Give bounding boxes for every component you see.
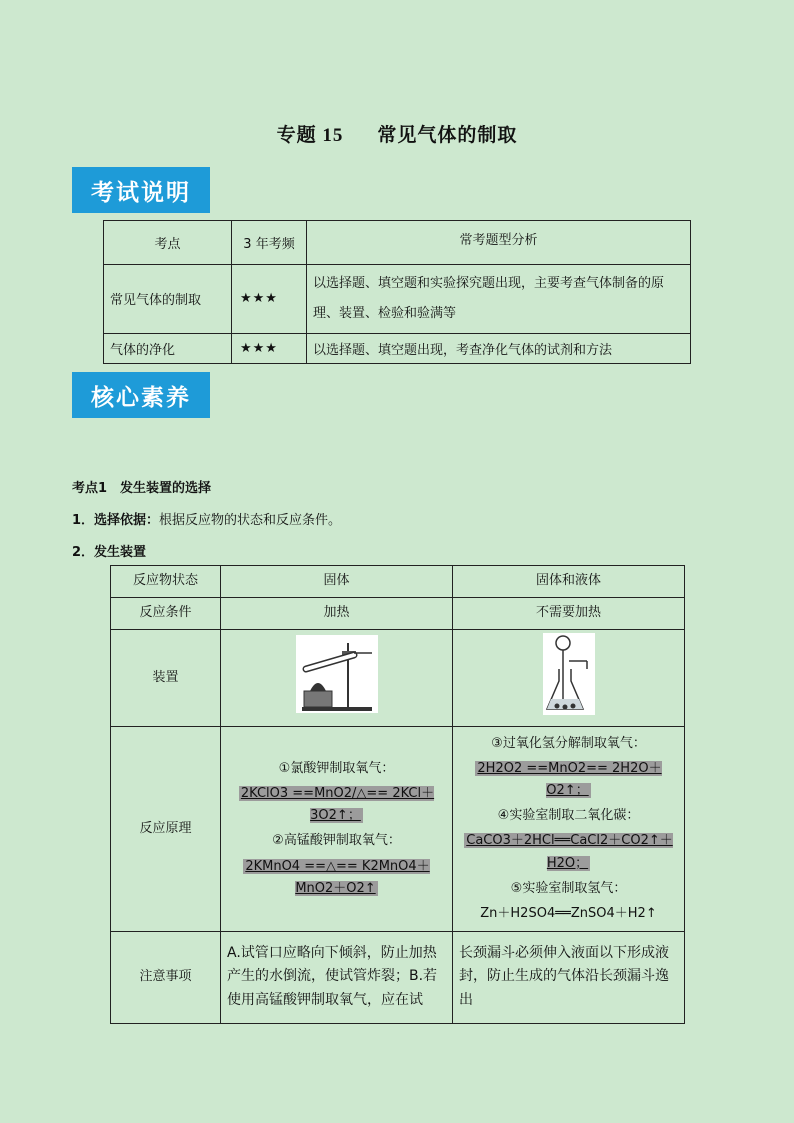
item1-text: 根据反应物的状态和反应条件。 [159,513,342,528]
analysis-cell: 以选择题、填空题和实验探究题出现，主要考查气体制备的原理、装置、检验和验满等 [307,265,691,334]
header-topic: 考点 [104,221,232,265]
table-row [104,265,691,334]
item1-label: 1．选择依据： [72,513,160,528]
notes-label: 注意事项 [111,931,221,1023]
core-literacy-badge: 核心素养 [72,372,210,418]
state-label: 反应物状态 [111,566,221,598]
header-analysis: 常考题型分析 [307,221,691,265]
reaction4-title: ④实验室制取二氧化碳： [497,808,640,824]
reaction5-equation: Zn＋H2SO4══ZnSO4＋H2↑ [480,905,657,921]
table-row [104,333,691,363]
title-prefix: 专题 15 [276,125,344,146]
principle-solid [221,727,453,932]
condition-label: 反应条件 [111,598,221,630]
reaction3-title: ③过氧化氢分解制取氧气： [491,736,646,752]
heating-apparatus-icon [296,635,378,713]
condition-solid: 加热 [221,598,453,630]
exam-description-badge: 考试说明 [72,167,210,213]
notes-solid-liquid: 长颈漏斗必须伸入液面以下形成液封，防止生成的气体沿长颈漏斗逸出 [453,931,685,1023]
device-solid [221,630,453,727]
reaction2-title: ②高锰酸钾制取氧气： [272,833,401,849]
principle-solid-liquid [453,727,685,932]
device-solid-liquid [453,630,685,727]
freq-cell: ★★★ [232,333,307,363]
apparatus-table [110,565,685,1024]
notes-solid: A.试管口应略向下倾斜，防止加热产生的水倒流，使试管炸裂；B.若使用高锰酸钾制取氧气，应在试 [221,931,453,1023]
page-title [0,120,794,147]
device-label: 装置 [111,630,221,727]
item2-label: 2．发生装置 [72,545,147,560]
freq-cell: ★★★ [232,265,307,334]
principle-label: 反应原理 [111,727,221,932]
title-main: 常见气体的制取 [377,125,518,146]
reaction3-equation: 2H2O2 ==MnO2== 2H2O＋O2↑； [477,761,662,799]
reaction5-title: ⑤实验室制取氢气： [510,880,627,896]
exam-table [103,220,691,364]
state-solid-liquid: 固体和液体 [453,566,685,598]
reaction1-title: ①氯酸钾制取氧气： [278,761,395,777]
state-solid: 固体 [221,566,453,598]
reaction4-equation: CaCO3＋2HCl══CaCl2＋CO2↑＋H2O； [466,833,673,871]
flask-apparatus-icon [543,633,595,715]
section-heading: 考点1 发生装置的选择 [72,481,212,496]
reaction2-equation: 2KMnO4 ==△== K2MnO4＋MnO2＋O2↑ [245,858,430,896]
header-freq: 3 年考频 [232,221,307,265]
topic-cell: 常见气体的制取 [104,265,232,334]
reaction1-equation: 2KClO3 ==MnO2/△== 2KCl＋3O2↑； [240,786,435,824]
condition-solid-liquid: 不需要加热 [453,598,685,630]
analysis-cell: 以选择题、填空题出现，考查净化气体的试剂和方法 [307,333,691,363]
topic-cell: 气体的净化 [104,333,232,363]
item1 [72,509,341,528]
